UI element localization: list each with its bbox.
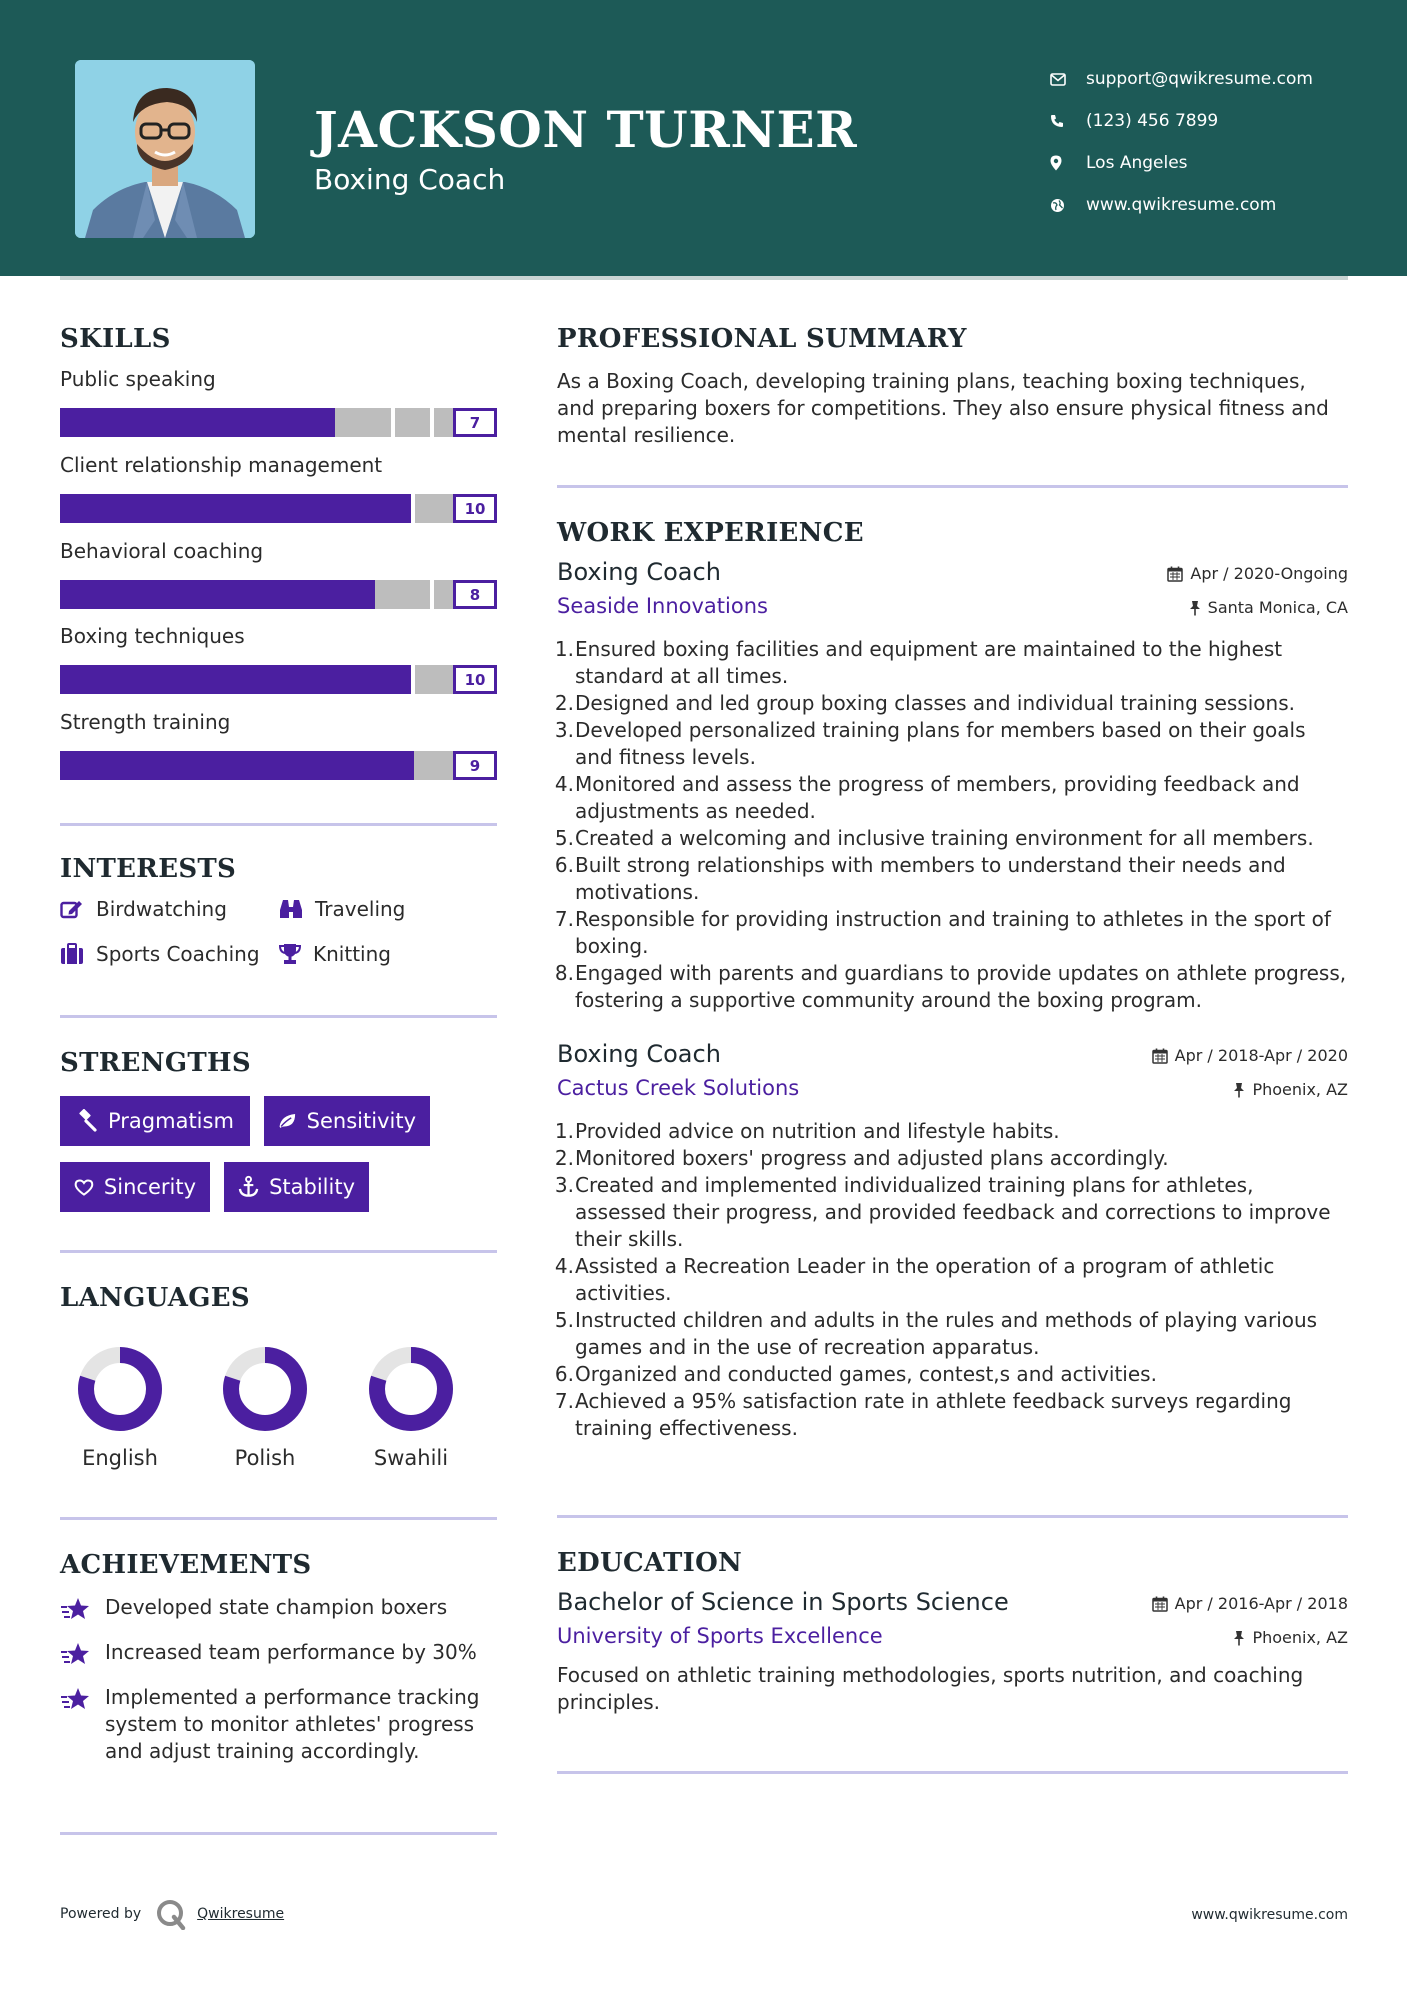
experience-section (554, 518, 1348, 1442)
language-item (65, 1344, 175, 1470)
achievement-text: Increased team performance by 30% (105, 1640, 477, 1664)
language-donut (75, 1344, 165, 1434)
star-icon (60, 1684, 105, 1765)
section-divider (60, 1015, 497, 1018)
qwikresume-link[interactable]: Qwikresume (197, 1906, 285, 1922)
skill-label: Strength training (60, 710, 231, 734)
contact-list (1050, 58, 1370, 226)
job-date-text: Apr / 2018-Apr / 2020 (1174, 1046, 1348, 1065)
skill-bar (60, 751, 497, 780)
list-item: 4. Monitored and assess the progress of members, providing feedback and adjustments as needed. (554, 772, 1300, 823)
pushpin-icon (1233, 1082, 1245, 1098)
map-marker-icon (1050, 155, 1086, 171)
job-date (1152, 1046, 1348, 1065)
skill-bar-tick (430, 408, 434, 437)
list-item: 7. Responsible for providing instruction and training to athletes in the sport of boxing. (554, 907, 1331, 958)
education-description: Focused on athletic training methodologies, sports nutrition, and coaching principles. (557, 1663, 1304, 1714)
job-duties (554, 1118, 1348, 1442)
education-degree: Bachelor of Science in Sports Science (557, 1588, 1009, 1616)
contact-phone-text: (123) 456 7899 (1086, 111, 1219, 131)
list-item: 2. Designed and led group boxing classes and individual training sessions. (554, 691, 1295, 715)
contact-phone[interactable] (1050, 100, 1370, 142)
skill-label: Client relationship management (60, 453, 383, 477)
job-location (1233, 1080, 1348, 1099)
list-item: 5. Instructed children and adults in the rules and methods of playing various games and in the use of recreation apparatus. (554, 1308, 1318, 1359)
qwikresume-logo-icon (155, 1898, 187, 1930)
skill-bar (60, 494, 497, 523)
interest-label: Traveling (315, 897, 406, 921)
job-location-text: Santa Monica, CA (1207, 598, 1348, 617)
contact-website[interactable] (1050, 184, 1370, 226)
section-divider (60, 1517, 497, 1520)
section-divider (557, 1515, 1348, 1518)
strength-label: Sensitivity (306, 1109, 416, 1133)
heart-icon (74, 1177, 94, 1198)
job-date (1167, 564, 1348, 583)
contact-website-text: www.qwikresume.com (1086, 195, 1277, 215)
pushpin-icon (1189, 600, 1201, 616)
skill-label: Boxing techniques (60, 624, 245, 648)
summary-section (557, 324, 1348, 449)
job-entry (554, 1040, 1348, 1442)
list-item: 6. Organized and conducted games, contest,s and activities. (554, 1362, 1157, 1386)
achievement-item (60, 1684, 497, 1765)
education-header (557, 1588, 1348, 1624)
strength-tag (224, 1162, 369, 1212)
language-label: English (82, 1446, 158, 1470)
strength-tag (60, 1162, 210, 1212)
interests-heading: INTERESTS (60, 854, 237, 884)
skill-label: Public speaking (60, 367, 216, 391)
education-section (557, 1548, 1348, 1716)
achievement-item (60, 1639, 497, 1673)
gavel-icon (74, 1109, 98, 1133)
job-company: Seaside Innovations (557, 594, 768, 618)
education-location-text: Phoenix, AZ (1252, 1628, 1348, 1647)
list-item: 7. Achieved a 95% satisfaction rate in athlete feedback surveys regarding training effectiveness. (554, 1389, 1292, 1440)
job-duties (554, 636, 1348, 1014)
calendar-icon (1152, 1048, 1168, 1064)
skill-bar-fill (60, 408, 335, 437)
section-divider (60, 1832, 497, 1835)
job-header (557, 1040, 1348, 1076)
strength-label: Stability (269, 1175, 355, 1199)
interest-label: Knitting (313, 942, 391, 966)
skill-score: 7 (453, 408, 497, 437)
pushpin-icon (1233, 1630, 1245, 1646)
achievements-heading: ACHIEVEMENTS (60, 1550, 312, 1580)
job-entry (554, 558, 1348, 1014)
list-item: 3. Created and implemented individualized training plans for athletes, assessed their progress, and provided feedback and corrections to improve their skills. (554, 1173, 1331, 1251)
skill-item (60, 710, 497, 775)
skill-item (60, 539, 497, 604)
powered-by-text: Powered by (60, 1906, 142, 1922)
calendar-icon (1152, 1596, 1168, 1612)
header-divider (60, 276, 1348, 280)
globe-icon (1050, 198, 1086, 213)
achievement-text: Developed state champion boxers (105, 1595, 448, 1619)
phone-icon (1050, 114, 1086, 128)
candidate-name: JACKSON TURNER (314, 100, 858, 159)
briefcase-icon (60, 943, 84, 965)
list-item: 4. Assisted a Recreation Leader in the operation of a program of athletic activities. (554, 1254, 1275, 1305)
interest-item (279, 897, 405, 921)
skill-score: 8 (453, 580, 497, 609)
skill-bar (60, 665, 497, 694)
list-item: 3. Developed personalized training plans for members based on their goals and fitness levels. (554, 718, 1306, 769)
interest-label: Sports Coaching (96, 942, 260, 966)
education-subheader (557, 1624, 1348, 1658)
list-item: 6. Built strong relationships with members to understand their needs and motivations. (554, 853, 1286, 904)
footer-powered-by (60, 1898, 284, 1930)
education-school: University of Sports Excellence (557, 1624, 883, 1648)
skill-bar-tick (411, 665, 415, 694)
skill-item (60, 624, 497, 689)
language-donut (220, 1344, 310, 1434)
summary-heading: PROFESSIONAL SUMMARY (557, 324, 967, 354)
strength-label: Pragmatism (108, 1109, 234, 1133)
star-icon (60, 1594, 105, 1628)
calendar-icon (1167, 566, 1183, 582)
section-divider (557, 485, 1348, 488)
skill-score: 10 (453, 494, 497, 523)
list-item: 1. Provided advice on nutrition and lifestyle habits. (554, 1119, 1060, 1143)
job-date-text: Apr / 2020-Ongoing (1190, 564, 1348, 583)
job-role: Boxing Coach (557, 558, 721, 586)
skill-bar-tick (430, 580, 434, 609)
skill-bar-tick (391, 408, 395, 437)
job-company: Cactus Creek Solutions (557, 1076, 800, 1100)
education-location (1233, 1628, 1348, 1647)
list-item: 2. Monitored boxers' progress and adjusted plans accordingly. (554, 1146, 1169, 1170)
trophy-icon (279, 943, 301, 965)
strength-label: Sincerity (103, 1175, 196, 1199)
leaf-icon (278, 1110, 297, 1132)
list-item: 1. Ensured boxing facilities and equipment are maintained to the highest standard at all times. (554, 637, 1283, 688)
education-date (1152, 1594, 1348, 1613)
section-divider (60, 823, 497, 826)
binoculars-icon (279, 898, 303, 920)
job-location-text: Phoenix, AZ (1252, 1080, 1348, 1099)
experience-heading: WORK EXPERIENCE (557, 518, 864, 548)
language-item (356, 1344, 466, 1470)
skill-bar (60, 580, 497, 609)
skill-score: 9 (453, 751, 497, 780)
skill-label: Behavioral coaching (60, 539, 264, 563)
achievement-item (60, 1594, 497, 1628)
footer-url[interactable]: www.qwikresume.com (1191, 1907, 1348, 1923)
language-item (210, 1344, 320, 1470)
language-label: Polish (234, 1446, 296, 1470)
skill-bar-fill (60, 665, 414, 694)
language-label: Swahili (373, 1446, 449, 1470)
section-divider (557, 1771, 1348, 1774)
language-donut (366, 1344, 456, 1434)
pencil-square-icon (60, 899, 84, 919)
candidate-title: Boxing Coach (314, 163, 506, 196)
anchor-icon (238, 1175, 259, 1199)
languages-heading: LANGUAGES (60, 1283, 250, 1313)
profile-photo (75, 60, 255, 238)
contact-location-text: Los Angeles (1086, 153, 1188, 173)
education-heading: EDUCATION (557, 1548, 743, 1578)
section-divider (60, 1250, 497, 1253)
envelope-icon (1050, 73, 1086, 86)
job-subheader (557, 1076, 1348, 1110)
education-entry (557, 1588, 1348, 1716)
job-location (1189, 598, 1348, 617)
skill-bar-fill (60, 751, 414, 780)
interest-item (60, 897, 227, 921)
skills-heading: SKILLS (60, 324, 171, 354)
header-band (0, 0, 1407, 276)
contact-email[interactable] (1050, 58, 1370, 100)
interest-item (279, 942, 391, 966)
star-icon (60, 1639, 105, 1673)
strengths-heading: STRENGTHS (60, 1048, 251, 1078)
summary-text: As a Boxing Coach, developing training plans, teaching boxing techniques, and preparing boxers for competitions. They also ensure physical fitness and mental resilience. (557, 369, 1329, 447)
contact-location (1050, 142, 1370, 184)
contact-email-text: support@qwikresume.com (1086, 69, 1313, 89)
strength-tag (264, 1096, 430, 1146)
interest-label: Birdwatching (96, 897, 227, 921)
achievement-text: Implemented a performance tracking system to monitor athletes' progress and adjust training accordingly. (105, 1685, 480, 1763)
list-item: 5. Created a welcoming and inclusive training environment for all members. (554, 826, 1314, 850)
skill-bar (60, 408, 497, 437)
strength-tag (60, 1096, 250, 1146)
job-subheader (557, 594, 1348, 628)
skill-score: 10 (453, 665, 497, 694)
skill-bar-tick (411, 494, 415, 523)
interest-item (60, 942, 260, 966)
skill-bar-fill (60, 494, 414, 523)
education-date-text: Apr / 2016-Apr / 2018 (1174, 1594, 1348, 1613)
skill-bar-fill (60, 580, 375, 609)
job-role: Boxing Coach (557, 1040, 721, 1068)
job-header (557, 558, 1348, 594)
skill-item (60, 367, 497, 432)
list-item: 8. Engaged with parents and guardians to provide updates on athlete progress, fostering a supportive community around the boxing program. (554, 961, 1347, 1012)
skill-item (60, 453, 497, 518)
